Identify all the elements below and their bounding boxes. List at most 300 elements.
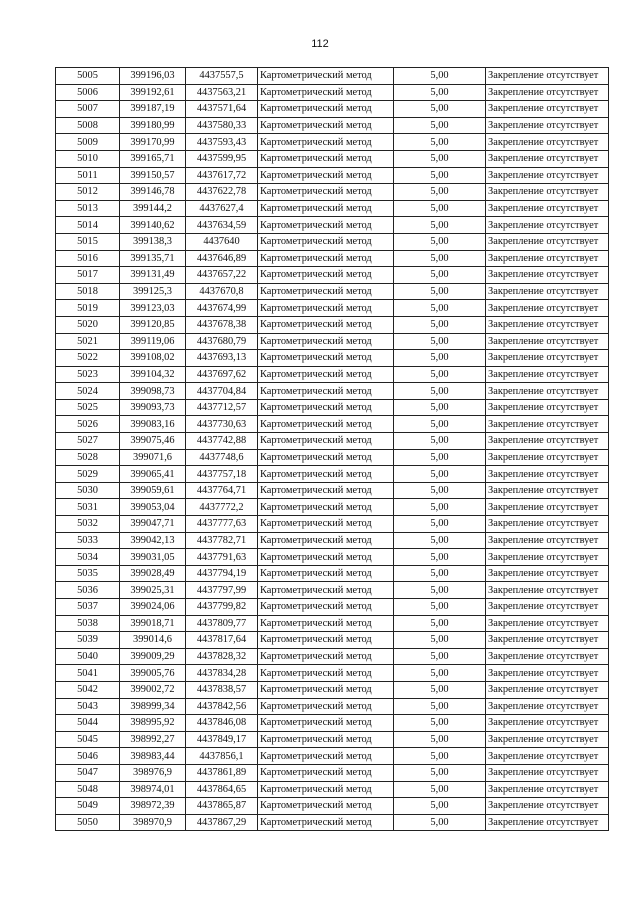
x-coordinate-cell: 399146,78 <box>120 184 186 201</box>
accuracy-cell: 5,00 <box>394 399 486 416</box>
coordinates-table <box>55 67 609 831</box>
x-coordinate-cell: 399065,41 <box>120 466 186 483</box>
table-row <box>56 200 609 217</box>
table-row <box>56 565 609 582</box>
y-coordinate-cell: 4437674,99 <box>186 300 258 317</box>
fixation-cell: Закрепление отсутствует <box>486 300 609 317</box>
table-row <box>56 150 609 167</box>
accuracy-cell: 5,00 <box>394 565 486 582</box>
y-coordinate-cell: 4437704,84 <box>186 383 258 400</box>
x-coordinate-cell: 399014,6 <box>120 632 186 649</box>
y-coordinate-cell: 4437757,18 <box>186 466 258 483</box>
method-cell: Картометрический метод <box>258 681 394 698</box>
fixation-cell: Закрепление отсутствует <box>486 283 609 300</box>
point-number-cell: 5006 <box>56 84 120 101</box>
y-coordinate-cell: 4437712,57 <box>186 399 258 416</box>
fixation-cell: Закрепление отсутствует <box>486 814 609 831</box>
accuracy-cell: 5,00 <box>394 416 486 433</box>
method-cell: Картометрический метод <box>258 814 394 831</box>
accuracy-cell: 5,00 <box>394 150 486 167</box>
accuracy-cell: 5,00 <box>394 781 486 798</box>
accuracy-cell: 5,00 <box>394 316 486 333</box>
table-row <box>56 333 609 350</box>
fixation-cell: Закрепление отсутствует <box>486 632 609 649</box>
fixation-cell: Закрепление отсутствует <box>486 316 609 333</box>
y-coordinate-cell: 4437622,78 <box>186 184 258 201</box>
fixation-cell: Закрепление отсутствует <box>486 516 609 533</box>
method-cell: Картометрический метод <box>258 615 394 632</box>
method-cell: Картометрический метод <box>258 233 394 250</box>
point-number-cell: 5026 <box>56 416 120 433</box>
accuracy-cell: 5,00 <box>394 731 486 748</box>
fixation-cell: Закрепление отсутствует <box>486 499 609 516</box>
table-row <box>56 399 609 416</box>
table-row <box>56 383 609 400</box>
method-cell: Картометрический метод <box>258 648 394 665</box>
fixation-cell: Закрепление отсутствует <box>486 482 609 499</box>
fixation-cell: Закрепление отсутствует <box>486 565 609 582</box>
point-number-cell: 5013 <box>56 200 120 217</box>
fixation-cell: Закрепление отсутствует <box>486 731 609 748</box>
table-row <box>56 499 609 516</box>
point-number-cell: 5038 <box>56 615 120 632</box>
fixation-cell: Закрепление отсутствует <box>486 68 609 85</box>
point-number-cell: 5033 <box>56 532 120 549</box>
point-number-cell: 5021 <box>56 333 120 350</box>
method-cell: Картометрический метод <box>258 217 394 234</box>
accuracy-cell: 5,00 <box>394 184 486 201</box>
method-cell: Картометрический метод <box>258 117 394 134</box>
accuracy-cell: 5,00 <box>394 549 486 566</box>
table-row <box>56 233 609 250</box>
accuracy-cell: 5,00 <box>394 383 486 400</box>
method-cell: Картометрический метод <box>258 200 394 217</box>
table-row <box>56 68 609 85</box>
x-coordinate-cell: 399025,31 <box>120 582 186 599</box>
y-coordinate-cell: 4437794,19 <box>186 565 258 582</box>
table-row <box>56 300 609 317</box>
method-cell: Картометрический метод <box>258 565 394 582</box>
point-number-cell: 5040 <box>56 648 120 665</box>
accuracy-cell: 5,00 <box>394 532 486 549</box>
fixation-cell: Закрепление отсутствует <box>486 798 609 815</box>
x-coordinate-cell: 398992,27 <box>120 731 186 748</box>
x-coordinate-cell: 399170,99 <box>120 134 186 151</box>
point-number-cell: 5014 <box>56 217 120 234</box>
point-number-cell: 5007 <box>56 101 120 118</box>
fixation-cell: Закрепление отсутствует <box>486 267 609 284</box>
table-row <box>56 781 609 798</box>
method-cell: Картометрический метод <box>258 482 394 499</box>
x-coordinate-cell: 399059,61 <box>120 482 186 499</box>
accuracy-cell: 5,00 <box>394 350 486 367</box>
y-coordinate-cell: 4437864,65 <box>186 781 258 798</box>
fixation-cell: Закрепление отсутствует <box>486 449 609 466</box>
y-coordinate-cell: 4437842,56 <box>186 698 258 715</box>
table-row <box>56 681 609 698</box>
method-cell: Картометрический метод <box>258 84 394 101</box>
point-number-cell: 5048 <box>56 781 120 798</box>
fixation-cell: Закрепление отсутствует <box>486 250 609 267</box>
y-coordinate-cell: 4437777,63 <box>186 516 258 533</box>
accuracy-cell: 5,00 <box>394 433 486 450</box>
x-coordinate-cell: 399042,13 <box>120 532 186 549</box>
table-row <box>56 134 609 151</box>
x-coordinate-cell: 399192,61 <box>120 84 186 101</box>
point-number-cell: 5044 <box>56 715 120 732</box>
table-row <box>56 267 609 284</box>
point-number-cell: 5015 <box>56 233 120 250</box>
accuracy-cell: 5,00 <box>394 233 486 250</box>
accuracy-cell: 5,00 <box>394 715 486 732</box>
accuracy-cell: 5,00 <box>394 200 486 217</box>
x-coordinate-cell: 399005,76 <box>120 665 186 682</box>
fixation-cell: Закрепление отсутствует <box>486 698 609 715</box>
table-row <box>56 350 609 367</box>
fixation-cell: Закрепление отсутствует <box>486 101 609 118</box>
fixation-cell: Закрепление отсутствует <box>486 117 609 134</box>
table-row <box>56 250 609 267</box>
x-coordinate-cell: 399119,06 <box>120 333 186 350</box>
point-number-cell: 5049 <box>56 798 120 815</box>
method-cell: Картометрический метод <box>258 715 394 732</box>
method-cell: Картометрический метод <box>258 383 394 400</box>
y-coordinate-cell: 4437680,79 <box>186 333 258 350</box>
method-cell: Картометрический метод <box>258 150 394 167</box>
fixation-cell: Закрепление отсутствует <box>486 715 609 732</box>
accuracy-cell: 5,00 <box>394 681 486 698</box>
accuracy-cell: 5,00 <box>394 648 486 665</box>
x-coordinate-cell: 399187,19 <box>120 101 186 118</box>
table-row <box>56 316 609 333</box>
table-row <box>56 814 609 831</box>
x-coordinate-cell: 398970,9 <box>120 814 186 831</box>
point-number-cell: 5029 <box>56 466 120 483</box>
x-coordinate-cell: 399047,71 <box>120 516 186 533</box>
y-coordinate-cell: 4437817,64 <box>186 632 258 649</box>
fixation-cell: Закрепление отсутствует <box>486 416 609 433</box>
y-coordinate-cell: 4437580,33 <box>186 117 258 134</box>
y-coordinate-cell: 4437838,57 <box>186 681 258 698</box>
point-number-cell: 5008 <box>56 117 120 134</box>
accuracy-cell: 5,00 <box>394 698 486 715</box>
y-coordinate-cell: 4437828,32 <box>186 648 258 665</box>
method-cell: Картометрический метод <box>258 350 394 367</box>
point-number-cell: 5020 <box>56 316 120 333</box>
accuracy-cell: 5,00 <box>394 300 486 317</box>
y-coordinate-cell: 4437657,22 <box>186 267 258 284</box>
point-number-cell: 5043 <box>56 698 120 715</box>
x-coordinate-cell: 399071,6 <box>120 449 186 466</box>
y-coordinate-cell: 4437834,28 <box>186 665 258 682</box>
table-row <box>56 665 609 682</box>
x-coordinate-cell: 399180,99 <box>120 117 186 134</box>
fixation-cell: Закрепление отсутствует <box>486 466 609 483</box>
table-row <box>56 615 609 632</box>
x-coordinate-cell: 399053,04 <box>120 499 186 516</box>
point-number-cell: 5036 <box>56 582 120 599</box>
accuracy-cell: 5,00 <box>394 582 486 599</box>
y-coordinate-cell: 4437782,71 <box>186 532 258 549</box>
point-number-cell: 5030 <box>56 482 120 499</box>
fixation-cell: Закрепление отсутствует <box>486 648 609 665</box>
fixation-cell: Закрепление отсутствует <box>486 383 609 400</box>
accuracy-cell: 5,00 <box>394 449 486 466</box>
x-coordinate-cell: 399009,29 <box>120 648 186 665</box>
method-cell: Картометрический метод <box>258 250 394 267</box>
y-coordinate-cell: 4437748,6 <box>186 449 258 466</box>
table-row <box>56 366 609 383</box>
x-coordinate-cell: 398972,39 <box>120 798 186 815</box>
accuracy-cell: 5,00 <box>394 798 486 815</box>
table-row <box>56 217 609 234</box>
y-coordinate-cell: 4437697,62 <box>186 366 258 383</box>
y-coordinate-cell: 4437563,21 <box>186 84 258 101</box>
table-row <box>56 482 609 499</box>
fixation-cell: Закрепление отсутствует <box>486 233 609 250</box>
fixation-cell: Закрепление отсутствует <box>486 167 609 184</box>
point-number-cell: 5010 <box>56 150 120 167</box>
x-coordinate-cell: 398976,9 <box>120 764 186 781</box>
accuracy-cell: 5,00 <box>394 665 486 682</box>
y-coordinate-cell: 4437799,82 <box>186 599 258 616</box>
x-coordinate-cell: 399120,85 <box>120 316 186 333</box>
method-cell: Картометрический метод <box>258 599 394 616</box>
table-row <box>56 167 609 184</box>
point-number-cell: 5034 <box>56 549 120 566</box>
x-coordinate-cell: 399138,3 <box>120 233 186 250</box>
point-number-cell: 5027 <box>56 433 120 450</box>
accuracy-cell: 5,00 <box>394 217 486 234</box>
y-coordinate-cell: 4437772,2 <box>186 499 258 516</box>
method-cell: Картометрический метод <box>258 184 394 201</box>
fixation-cell: Закрепление отсутствует <box>486 781 609 798</box>
fixation-cell: Закрепление отсутствует <box>486 150 609 167</box>
x-coordinate-cell: 399018,71 <box>120 615 186 632</box>
accuracy-cell: 5,00 <box>394 134 486 151</box>
y-coordinate-cell: 4437846,08 <box>186 715 258 732</box>
accuracy-cell: 5,00 <box>394 599 486 616</box>
y-coordinate-cell: 4437809,77 <box>186 615 258 632</box>
accuracy-cell: 5,00 <box>394 101 486 118</box>
x-coordinate-cell: 399150,57 <box>120 167 186 184</box>
point-number-cell: 5022 <box>56 350 120 367</box>
point-number-cell: 5032 <box>56 516 120 533</box>
accuracy-cell: 5,00 <box>394 764 486 781</box>
accuracy-cell: 5,00 <box>394 748 486 765</box>
method-cell: Картометрический метод <box>258 283 394 300</box>
accuracy-cell: 5,00 <box>394 167 486 184</box>
table-row <box>56 632 609 649</box>
point-number-cell: 5025 <box>56 399 120 416</box>
method-cell: Картометрический метод <box>258 532 394 549</box>
method-cell: Картометрический метод <box>258 399 394 416</box>
y-coordinate-cell: 4437865,87 <box>186 798 258 815</box>
x-coordinate-cell: 399083,16 <box>120 416 186 433</box>
fixation-cell: Закрепление отсутствует <box>486 217 609 234</box>
table-row <box>56 449 609 466</box>
method-cell: Картометрический метод <box>258 698 394 715</box>
accuracy-cell: 5,00 <box>394 84 486 101</box>
y-coordinate-cell: 4437634,59 <box>186 217 258 234</box>
accuracy-cell: 5,00 <box>394 250 486 267</box>
table-row <box>56 599 609 616</box>
x-coordinate-cell: 399075,46 <box>120 433 186 450</box>
x-coordinate-cell: 399093,73 <box>120 399 186 416</box>
fixation-cell: Закрепление отсутствует <box>486 748 609 765</box>
y-coordinate-cell: 4437856,1 <box>186 748 258 765</box>
method-cell: Картометрический метод <box>258 167 394 184</box>
x-coordinate-cell: 399024,06 <box>120 599 186 616</box>
table-row <box>56 416 609 433</box>
point-number-cell: 5045 <box>56 731 120 748</box>
table-row <box>56 532 609 549</box>
x-coordinate-cell: 399031,05 <box>120 549 186 566</box>
method-cell: Картометрический метод <box>258 68 394 85</box>
accuracy-cell: 5,00 <box>394 117 486 134</box>
y-coordinate-cell: 4437742,88 <box>186 433 258 450</box>
point-number-cell: 5023 <box>56 366 120 383</box>
table-row <box>56 731 609 748</box>
accuracy-cell: 5,00 <box>394 516 486 533</box>
method-cell: Картометрический метод <box>258 134 394 151</box>
method-cell: Картометрический метод <box>258 416 394 433</box>
accuracy-cell: 5,00 <box>394 267 486 284</box>
table-row <box>56 764 609 781</box>
accuracy-cell: 5,00 <box>394 615 486 632</box>
y-coordinate-cell: 4437627,4 <box>186 200 258 217</box>
method-cell: Картометрический метод <box>258 516 394 533</box>
x-coordinate-cell: 399098,73 <box>120 383 186 400</box>
y-coordinate-cell: 4437557,5 <box>186 68 258 85</box>
fixation-cell: Закрепление отсутствует <box>486 532 609 549</box>
fixation-cell: Закрепление отсутствует <box>486 433 609 450</box>
accuracy-cell: 5,00 <box>394 333 486 350</box>
x-coordinate-cell: 399002,72 <box>120 681 186 698</box>
x-coordinate-cell: 399144,2 <box>120 200 186 217</box>
y-coordinate-cell: 4437599,95 <box>186 150 258 167</box>
fixation-cell: Закрепление отсутствует <box>486 350 609 367</box>
x-coordinate-cell: 399108,02 <box>120 350 186 367</box>
method-cell: Картометрический метод <box>258 433 394 450</box>
accuracy-cell: 5,00 <box>394 366 486 383</box>
table-row <box>56 715 609 732</box>
point-number-cell: 5012 <box>56 184 120 201</box>
table-row <box>56 283 609 300</box>
table-row <box>56 648 609 665</box>
accuracy-cell: 5,00 <box>394 283 486 300</box>
y-coordinate-cell: 4437571,64 <box>186 101 258 118</box>
fixation-cell: Закрепление отсутствует <box>486 681 609 698</box>
fixation-cell: Закрепление отсутствует <box>486 599 609 616</box>
y-coordinate-cell: 4437693,13 <box>186 350 258 367</box>
accuracy-cell: 5,00 <box>394 499 486 516</box>
point-number-cell: 5017 <box>56 267 120 284</box>
method-cell: Картометрический метод <box>258 748 394 765</box>
x-coordinate-cell: 399104,32 <box>120 366 186 383</box>
y-coordinate-cell: 4437617,72 <box>186 167 258 184</box>
method-cell: Картометрический метод <box>258 781 394 798</box>
method-cell: Картометрический метод <box>258 731 394 748</box>
fixation-cell: Закрепление отсутствует <box>486 366 609 383</box>
point-number-cell: 5005 <box>56 68 120 85</box>
point-number-cell: 5046 <box>56 748 120 765</box>
x-coordinate-cell: 399028,49 <box>120 565 186 582</box>
table-row <box>56 101 609 118</box>
method-cell: Картометрический метод <box>258 267 394 284</box>
point-number-cell: 5041 <box>56 665 120 682</box>
point-number-cell: 5019 <box>56 300 120 317</box>
table-row <box>56 748 609 765</box>
fixation-cell: Закрепление отсутствует <box>486 665 609 682</box>
point-number-cell: 5047 <box>56 764 120 781</box>
fixation-cell: Закрепление отсутствует <box>486 399 609 416</box>
point-number-cell: 5009 <box>56 134 120 151</box>
point-number-cell: 5035 <box>56 565 120 582</box>
x-coordinate-cell: 399165,71 <box>120 150 186 167</box>
table-row <box>56 516 609 533</box>
y-coordinate-cell: 4437593,43 <box>186 134 258 151</box>
fixation-cell: Закрепление отсутствует <box>486 333 609 350</box>
y-coordinate-cell: 4437797,99 <box>186 582 258 599</box>
y-coordinate-cell: 4437861,89 <box>186 764 258 781</box>
fixation-cell: Закрепление отсутствует <box>486 582 609 599</box>
method-cell: Картометрический метод <box>258 449 394 466</box>
accuracy-cell: 5,00 <box>394 68 486 85</box>
x-coordinate-cell: 399140,62 <box>120 217 186 234</box>
point-number-cell: 5018 <box>56 283 120 300</box>
table-row <box>56 184 609 201</box>
table-row <box>56 549 609 566</box>
point-number-cell: 5024 <box>56 383 120 400</box>
y-coordinate-cell: 4437670,8 <box>186 283 258 300</box>
table-row <box>56 582 609 599</box>
y-coordinate-cell: 4437640 <box>186 233 258 250</box>
x-coordinate-cell: 399125,3 <box>120 283 186 300</box>
y-coordinate-cell: 4437764,71 <box>186 482 258 499</box>
fixation-cell: Закрепление отсутствует <box>486 764 609 781</box>
fixation-cell: Закрепление отсутствует <box>486 549 609 566</box>
x-coordinate-cell: 398999,34 <box>120 698 186 715</box>
x-coordinate-cell: 398995,92 <box>120 715 186 732</box>
method-cell: Картометрический метод <box>258 466 394 483</box>
table-row <box>56 466 609 483</box>
x-coordinate-cell: 399131,49 <box>120 267 186 284</box>
method-cell: Картометрический метод <box>258 798 394 815</box>
page-number: 112 <box>311 38 329 50</box>
table-row <box>56 698 609 715</box>
method-cell: Картометрический метод <box>258 764 394 781</box>
method-cell: Картометрический метод <box>258 366 394 383</box>
method-cell: Картометрический метод <box>258 665 394 682</box>
y-coordinate-cell: 4437646,89 <box>186 250 258 267</box>
method-cell: Картометрический метод <box>258 632 394 649</box>
point-number-cell: 5011 <box>56 167 120 184</box>
fixation-cell: Закрепление отсутствует <box>486 200 609 217</box>
table-row <box>56 798 609 815</box>
point-number-cell: 5031 <box>56 499 120 516</box>
table-row <box>56 433 609 450</box>
table-row <box>56 84 609 101</box>
point-number-cell: 5016 <box>56 250 120 267</box>
x-coordinate-cell: 398974,01 <box>120 781 186 798</box>
method-cell: Картометрический метод <box>258 300 394 317</box>
point-number-cell: 5042 <box>56 681 120 698</box>
table-row <box>56 117 609 134</box>
fixation-cell: Закрепление отсутствует <box>486 184 609 201</box>
method-cell: Картометрический метод <box>258 499 394 516</box>
accuracy-cell: 5,00 <box>394 482 486 499</box>
